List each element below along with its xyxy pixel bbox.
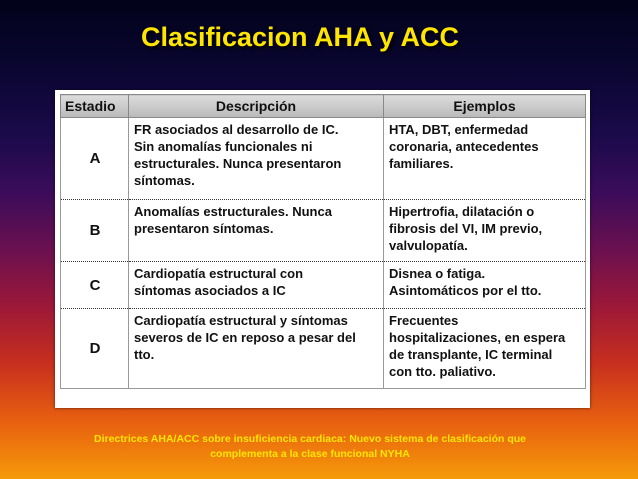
examples-line: Frecuentes [389, 313, 459, 328]
slide-caption [60, 432, 560, 462]
stage-cell: D [61, 309, 129, 389]
description-line: Cardiopatía estructural y síntomas [134, 313, 348, 328]
description-line: síntomas asociados a IC [134, 283, 286, 298]
slide-title: Clasificacion AHA y ACC [140, 22, 460, 52]
examples-cell [384, 200, 586, 262]
description-line: síntomas. [134, 173, 195, 188]
header-examples: Ejemplos [384, 95, 586, 118]
table-row-a [61, 118, 586, 200]
examples-line: familiares. [389, 156, 454, 171]
examples-cell [384, 118, 586, 200]
description-line: severos de IC en reposo a pesar del [134, 330, 356, 345]
table-header-row [61, 95, 586, 118]
stage-cell: C [61, 262, 129, 309]
classification-table [60, 94, 586, 389]
stage-cell: A [61, 118, 129, 200]
table-row-b [61, 200, 586, 262]
examples-line: Hipertrofia, dilatación o [389, 204, 535, 219]
header-description: Descripción [129, 95, 384, 118]
examples-line: de transplante, IC terminal [389, 347, 553, 362]
description-line: Anomalías estructurales. Nunca [134, 204, 332, 219]
examples-line: fibrosis del VI, IM previo, [389, 221, 543, 236]
examples-line: coronaria, antecedentes [389, 139, 539, 154]
table-row-c [61, 262, 586, 309]
description-cell [129, 118, 384, 200]
description-line: FR asociados al desarrollo de IC. [134, 122, 339, 137]
description-cell [129, 309, 384, 389]
header-stage: Estadio [61, 95, 129, 118]
classification-table-panel [55, 90, 590, 408]
examples-cell [384, 309, 586, 389]
description-line: Cardiopatía estructural con [134, 266, 304, 281]
examples-line: Disnea o fatiga. [389, 266, 486, 281]
table-row-d [61, 309, 586, 389]
description-line: estructurales. Nunca presentaron [134, 156, 342, 171]
examples-line: valvulopatía. [389, 238, 468, 253]
description-line: Sin anomalías funcionales ni [134, 139, 313, 154]
examples-line: hospitalizaciones, en espera [389, 330, 566, 345]
caption-line: Directrices AHA/ACC sobre insuficiencia cardiaca: Nuevo sistema de clasificación que [93, 433, 527, 445]
examples-line: con tto. paliativo. [389, 364, 496, 379]
examples-cell [384, 262, 586, 309]
stage-cell: B [61, 200, 129, 262]
description-line: tto. [134, 347, 155, 362]
description-cell [129, 200, 384, 262]
examples-line: Asintomáticos por el tto. [389, 283, 542, 298]
examples-line: HTA, DBT, enfermedad [389, 122, 529, 137]
description-cell [129, 262, 384, 309]
caption-line: complementa a la clase funcional NYHA [210, 448, 410, 460]
description-line: presentaron síntomas. [134, 221, 274, 236]
